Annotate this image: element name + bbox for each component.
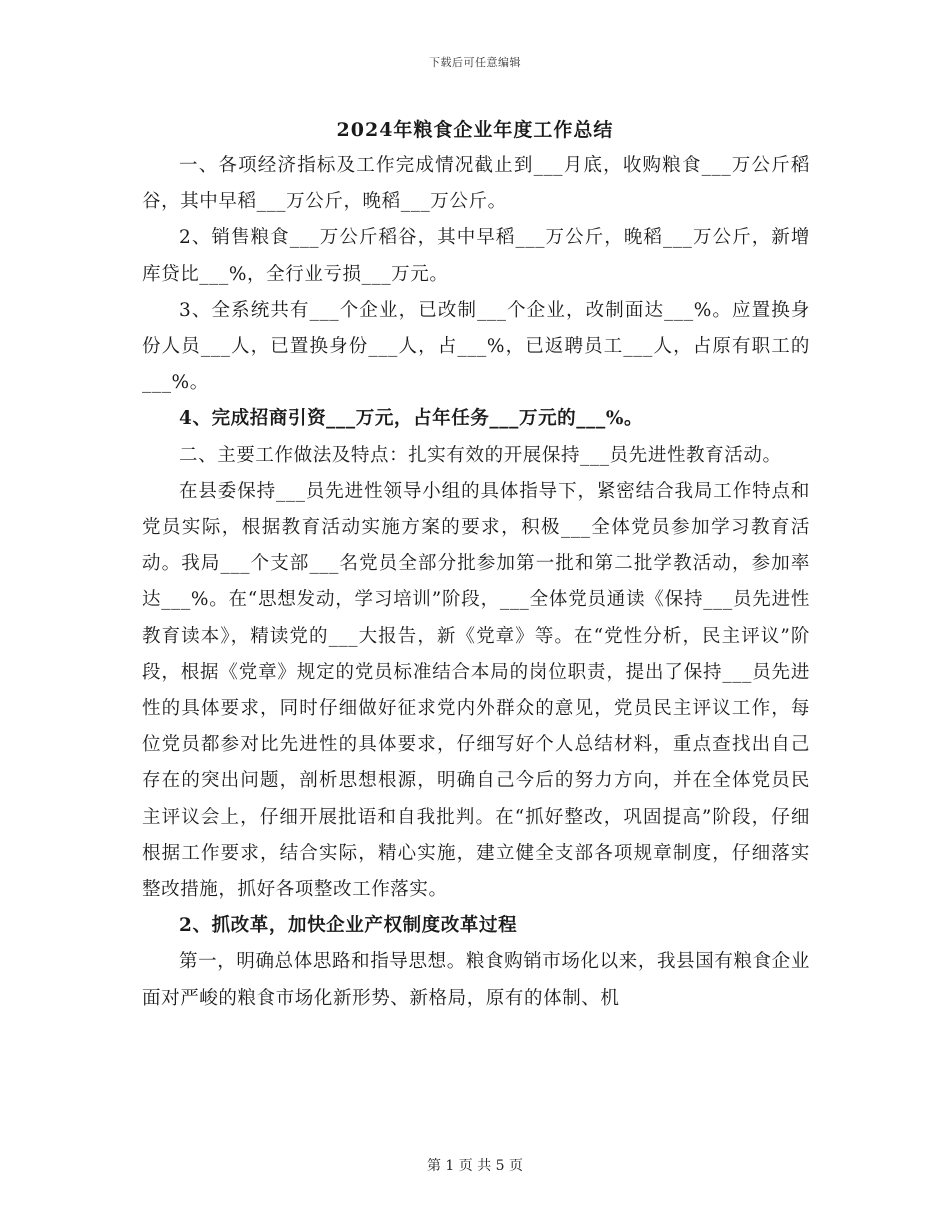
- paragraph-main-work: 二、主要工作做法及特点：扎实有效的开展保持___员先进性教育活动。: [179, 444, 782, 466]
- section-heading-reform: 2、抓改革，加快企业产权制度改革过程: [179, 915, 518, 937]
- document-title: 2024年粮食企业年度工作总结: [336, 119, 614, 141]
- paragraph-reform-first: 第一，明确总体思路和指导思想。粮食购销市场化以来，我县国有粮食企业面对严峻的粮食市场化新形势、新格局，原有的体制、机: [142, 951, 810, 1009]
- document-body: [142, 148, 810, 1017]
- header-note: 下载后可任意编辑: [429, 56, 521, 69]
- paragraph-indicators: 一、各项经济指标及工作完成情况截止到___月底，收购粮食___万公斤稻谷，其中早稻___万公斤，晚稻___万公斤。: [142, 155, 810, 213]
- paragraph-education-activity: 在县委保持___员先进性领导小组的具体指导下，紧密结合我局工作特点和党员实际，根据教育活动实施方案的要求，积极___全体党员参加学习教育活动。我局___个支部___名党员全部分批参加第一批和第二批学教活动，参加率达___%。在“思想发动，学习培训”阶段，___全体党员通读《保持___员先进性教育读本》，精读党的___大报告，新《党章》等。在“党性分析，民主评议”阶段，根据《党章》规定的党员标准结合本局的岗位职责，提出了保持___员先进性的具体要求，同时仔细做好征求党内外群众的意见，党员民主评议工作，每位党员都参对比先进性的具体要求，仔细写好个人总结材料，重点查找出自己存在的突出问题，剖析思想根源，明确自己今后的努力方向，并在全体党员民主评议会上，仔细开展批语和自我批判。在“抓好整改，巩固提高”阶段，仔细根据工作要求，结合实际，精心实施，建立健全支部各项规章制度，仔细落实整改措施，抓好各项整改工作落实。: [142, 480, 810, 901]
- paragraph-investment: 4、完成招商引资___万元，占年任务___万元的___%。: [179, 408, 644, 430]
- paragraph-reform-stats: 3、全系统共有___个企业，已改制___个企业，改制面达___%。应置换身份人员___人，已置换身份___人，占___%，已返聘员工___人，占原有职工的___%。: [142, 299, 810, 394]
- paragraph-sales: 2、销售粮食___万公斤稻谷，其中早稻___万公斤，晚稻___万公斤，新增库贷比___%，全行业亏损___万元。: [142, 227, 810, 285]
- page-number: 第 1 页 共 5 页: [426, 1158, 524, 1174]
